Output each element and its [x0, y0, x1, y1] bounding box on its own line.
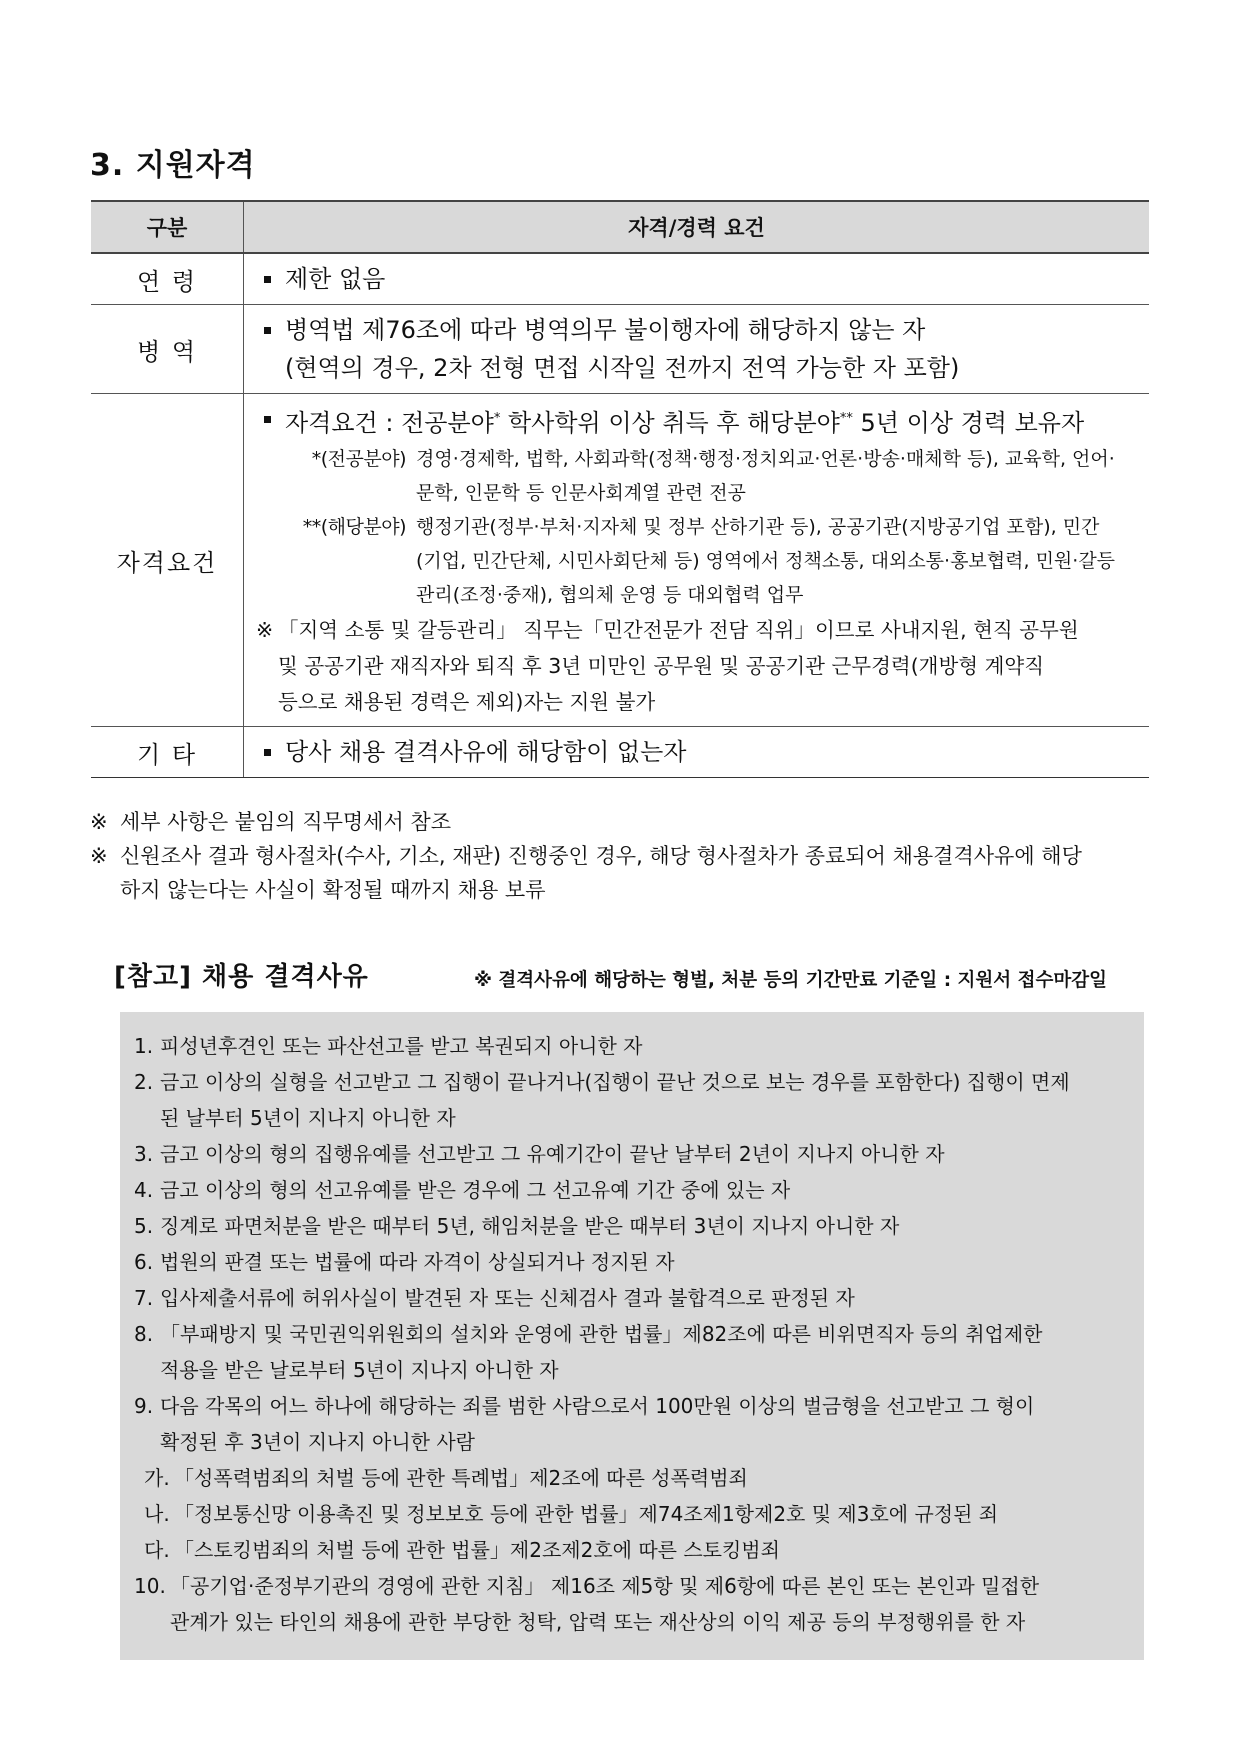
- sub-list-item: 가. 「성폭력범죄의 처벌 등에 관한 특례법」제2조에 따른 성폭력범죄: [144, 1466, 748, 1490]
- sub-list-item: 다. 「스토킹범죄의 처벌 등에 관한 법률」제2조제2호에 따른 스토킹범죄: [144, 1538, 780, 1562]
- reference-title: [참고] 채용 결격사유: [114, 962, 369, 992]
- qualification-note-line: 및 공공기관 재직자와 퇴직 후 3년 미만인 공무원 및 공공기관 근무경력(개방형 계약직: [278, 654, 1045, 678]
- footnote-item: ※ 신원조사 결과 형사절차(수사, 기소, 재판) 진행중인 경우, 해당 형사절차가 종료되어 채용결격사유에 해당 하지 않는다는 사실이 확정될 때까지 채용 보류: [90, 844, 1082, 902]
- header-requirements: 자격/경력 요건: [244, 201, 1150, 253]
- list-item: 5. 징계로 파면처분을 받은 때부터 5년, 해임처분을 받은 때부터 3년이 지나지 아니한 자: [134, 1214, 900, 1238]
- list-item: 9. 다음 각목의 어느 하나에 해당하는 죄를 범한 사람으로서 100만원 이상의 벌금형을 선고받고 그 형이 확정된 후 3년이 지나지 아니한 사람: [134, 1394, 1035, 1454]
- military-subtext: (현역의 경우, 2차 전형 면접 시작일 전까지 전역 가능한 자 포함): [285, 354, 960, 382]
- bullet-square-icon: [264, 416, 271, 423]
- table-row-age: [91, 253, 1149, 305]
- row-label-qualification: 자격요건: [91, 394, 244, 727]
- career-field-line: 관리(조정·중재), 협의체 운영 등 대외협력 업무: [416, 584, 804, 606]
- bullet-square-icon: [264, 327, 271, 334]
- list-item: 6. 법원의 판결 또는 법률에 따라 자격이 상실되거나 정지된 자: [134, 1250, 675, 1274]
- list-item: 1. 피성년후견인 또는 파산선고를 받고 복권되지 아니한 자: [134, 1034, 643, 1058]
- row-content-military: [244, 305, 1150, 394]
- table-row-other: [91, 727, 1149, 778]
- qualification-table: [91, 200, 1149, 778]
- list-item: 3. 금고 이상의 형의 집행유예를 선고받고 그 유예기간이 끝난 날부터 2년이 지나지 아니한 자: [134, 1142, 945, 1166]
- sub-list-item: 나. 「정보통신망 이용촉진 및 정보보호 등에 관한 법률」제74조제1항제2호 및 제3호에 규정된 죄: [144, 1502, 999, 1526]
- career-field-line: 행정기관(정부·부처·지자체 및 정부 산하기관 등), 공공기관(지방공기업 포함), 민간: [416, 516, 1100, 538]
- table-row-military: [91, 305, 1149, 394]
- military-text: 병역법 제76조에 따라 병역의무 불이행자에 해당하지 않는 자: [285, 316, 926, 344]
- major-field-line: 경영·경제학, 법학, 사회과학(정책·행정·정치외교·언론·방송·매체학 등), 교육학, 언어·: [416, 448, 1115, 470]
- career-field-line: (기업, 민간단체, 시민사회단체 등) 영역에서 정책소통, 대외소통·홍보협력, 민원·갈등: [416, 550, 1116, 572]
- disqualification-box: [120, 1012, 1144, 1660]
- list-item: 8. 「부패방지 및 국민권익위원회의 설치와 운영에 관한 법률」제82조에 따른 비위면직자 등의 취업제한 적용을 받은 날로부터 5년이 지나지 아니한 자: [134, 1322, 1043, 1382]
- major-field-line: 문학, 인문학 등 인문사회계열 관련 전공: [416, 482, 746, 504]
- qualification-note-line: 등으로 채용된 경력은 제외)자는 지원 불가: [278, 690, 656, 714]
- other-text: 당사 채용 결격사유에 해당함이 없는자: [285, 738, 687, 766]
- major-field-footnote: [256, 442, 1149, 510]
- qualification-note: ※ 「지역 소통 및 갈등관리」 직무는「민간전문가 전담 직위」이므로 사내지원, 현직 공무원: [256, 612, 1149, 648]
- major-field-key: *(전공분야): [311, 448, 406, 470]
- row-label-other: 기 타: [91, 727, 244, 778]
- list-item: 10. 「공기업·준정부기관의 경영에 관한 지침」 제16조 제5항 및 제6항에 따른 본인 또는 본인과 밀접한 관계가 있는 타인의 채용에 관한 부당한 청탁, 압력 또는 재산상의 이익 제공 등의 부정행위를 한 자: [134, 1574, 1040, 1634]
- bullet-square-icon: [264, 749, 271, 756]
- table-row-qualification: [91, 394, 1149, 727]
- row-content-age: [244, 253, 1150, 305]
- qualification-text: 자격요건 : 전공분야* 학사학위 이상 취득 후 해당분야** 5년 이상 경력 보유자: [285, 409, 1085, 437]
- header-category: 구분: [91, 201, 244, 253]
- row-label-age: 연 령: [91, 253, 244, 305]
- section-title: 3. 지원자격: [90, 148, 256, 183]
- row-label-military: 병 역: [91, 305, 244, 394]
- career-field-key: **(해당분야): [302, 516, 406, 538]
- row-content-other: [244, 727, 1150, 778]
- table-header-row: [91, 201, 1149, 253]
- table-footnotes: [90, 805, 1150, 907]
- note-mark: ※: [256, 618, 274, 642]
- list-item: 7. 입사제출서류에 허위사실이 발견된 자 또는 신체검사 결과 불합격으로 판정된 자: [134, 1286, 855, 1310]
- list-item: 2. 금고 이상의 실형을 선고받고 그 집행이 끝나거나(집행이 끝난 것으로 보는 경우를 포함한다) 집행이 면제 된 날부터 5년이 지나지 아니한 자: [134, 1070, 1070, 1130]
- row-content-qualification: [244, 394, 1150, 727]
- footnote-item: ※ 세부 사항은 붙임의 직무명세서 참조: [90, 810, 451, 834]
- age-text: 제한 없음: [285, 265, 386, 293]
- reference-subtitle: ※ 결격사유에 해당하는 형벌, 처분 등의 기간만료 기준일 : 지원서 접수마감일: [474, 970, 1107, 991]
- career-field-footnote: [256, 510, 1149, 612]
- list-item: 4. 금고 이상의 형의 선고유예를 받은 경우에 그 선고유예 기간 중에 있는 자: [134, 1178, 791, 1202]
- bullet-square-icon: [264, 276, 271, 283]
